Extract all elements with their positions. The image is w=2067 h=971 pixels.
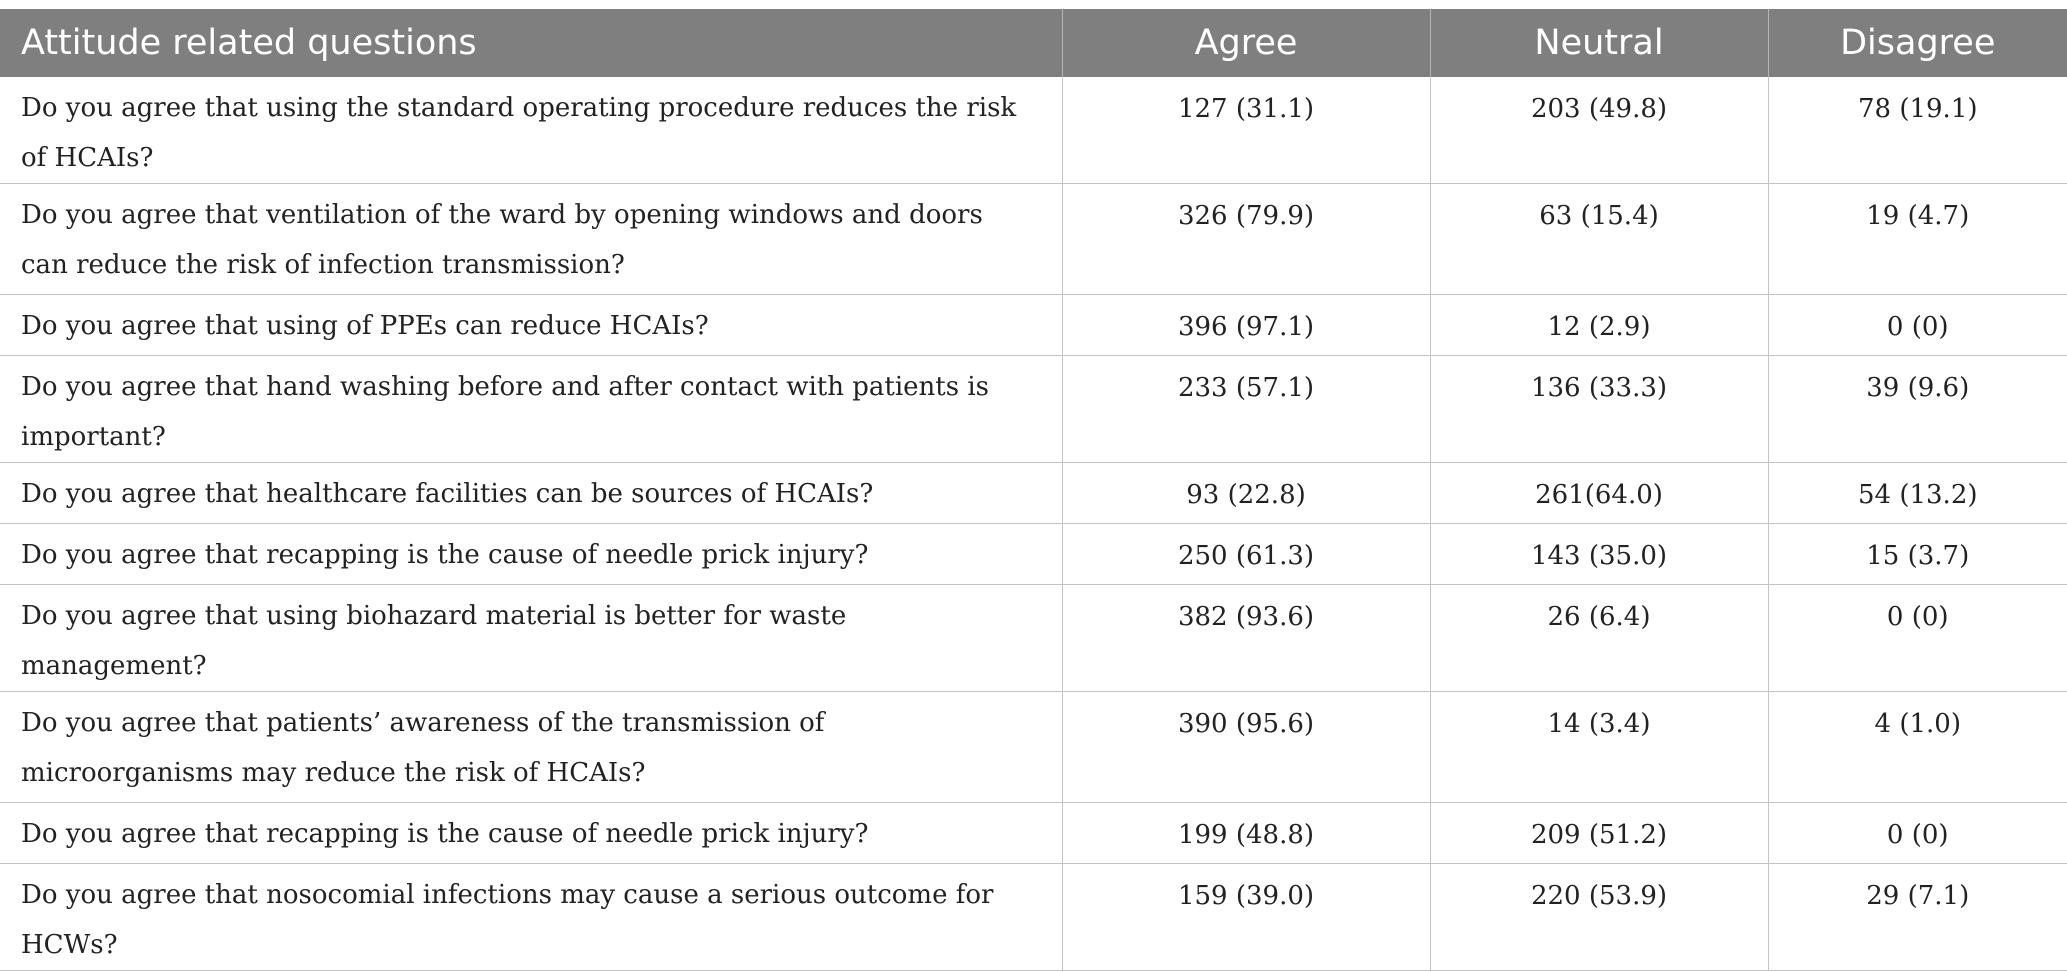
question-cell: Do you agree that using the standard operating procedure reduces the risk of HCAIs? [0, 77, 1062, 184]
agree-cell: 233 (57.1) [1062, 356, 1430, 463]
disagree-cell: 15 (3.7) [1768, 524, 2067, 585]
agree-cell: 127 (31.1) [1062, 77, 1430, 184]
table-header-row [0, 9, 2067, 77]
agree-cell: 390 (95.6) [1062, 692, 1430, 803]
agree-cell: 199 (48.8) [1062, 803, 1430, 864]
agree-cell: 396 (97.1) [1062, 295, 1430, 356]
disagree-cell: 54 (13.2) [1768, 463, 2067, 524]
neutral-cell: 26 (6.4) [1430, 585, 1768, 692]
table-row [0, 803, 2067, 864]
question-cell: Do you agree that healthcare facilities can be sources of HCAIs? [0, 463, 1062, 524]
question-cell: Do you agree that using of PPEs can reduce HCAIs? [0, 295, 1062, 356]
header-questions: Attitude related questions [0, 9, 1062, 77]
question-cell: Do you agree that using biohazard material is better for waste management? [0, 585, 1062, 692]
disagree-cell: 0 (0) [1768, 585, 2067, 692]
table-row [0, 463, 2067, 524]
agree-cell: 382 (93.6) [1062, 585, 1430, 692]
header-agree: Agree [1062, 9, 1430, 77]
neutral-cell: 220 (53.9) [1430, 864, 1768, 971]
agree-cell: 250 (61.3) [1062, 524, 1430, 585]
header-neutral: Neutral [1430, 9, 1768, 77]
table-row [0, 295, 2067, 356]
question-cell: Do you agree that ventilation of the ward by opening windows and doors can reduce the risk of infection transmission? [0, 184, 1062, 295]
question-cell: Do you agree that hand washing before and after contact with patients is important? [0, 356, 1062, 463]
header-disagree: Disagree [1840, 23, 1996, 63]
question-cell: Do you agree that nosocomial infections may cause a serious outcome for HCWs? [0, 864, 1062, 971]
table-row [0, 77, 2067, 184]
disagree-cell: 39 (9.6) [1768, 356, 2067, 463]
neutral-cell: 209 (51.2) [1430, 803, 1768, 864]
neutral-cell: 203 (49.8) [1430, 77, 1768, 184]
neutral-cell: 63 (15.4) [1430, 184, 1768, 295]
table-row [0, 184, 2067, 295]
neutral-cell: 261(64.0) [1430, 463, 1768, 524]
neutral-cell: 14 (3.4) [1430, 692, 1768, 803]
disagree-cell: 4 (1.0) [1768, 692, 2067, 803]
neutral-cell: 143 (35.0) [1430, 524, 1768, 585]
disagree-cell: 0 (0) [1768, 803, 2067, 864]
disagree-cell: 0 (0) [1768, 295, 2067, 356]
disagree-cell: 19 (4.7) [1768, 184, 2067, 295]
agree-cell: 159 (39.0) [1062, 864, 1430, 971]
question-cell: Do you agree that recapping is the cause of needle prick injury? [0, 524, 1062, 585]
attitude-table [0, 9, 2067, 971]
table-row [0, 356, 2067, 463]
attitude-table-container [0, 9, 2067, 971]
table-row [0, 585, 2067, 692]
table-row [0, 692, 2067, 803]
neutral-cell: 136 (33.3) [1430, 356, 1768, 463]
agree-cell: 326 (79.9) [1062, 184, 1430, 295]
disagree-cell: 78 (19.1) [1768, 77, 2067, 184]
question-cell: Do you agree that patients’ awareness of the transmission of microorganisms may reduce the risk of HCAIs? [0, 692, 1062, 803]
neutral-cell: 12 (2.9) [1430, 295, 1768, 356]
question-cell: Do you agree that recapping is the cause of needle prick injury? [0, 803, 1062, 864]
disagree-cell: 29 (7.1) [1768, 864, 2067, 971]
table-row [0, 864, 2067, 971]
table-row [0, 524, 2067, 585]
agree-cell: 93 (22.8) [1062, 463, 1430, 524]
